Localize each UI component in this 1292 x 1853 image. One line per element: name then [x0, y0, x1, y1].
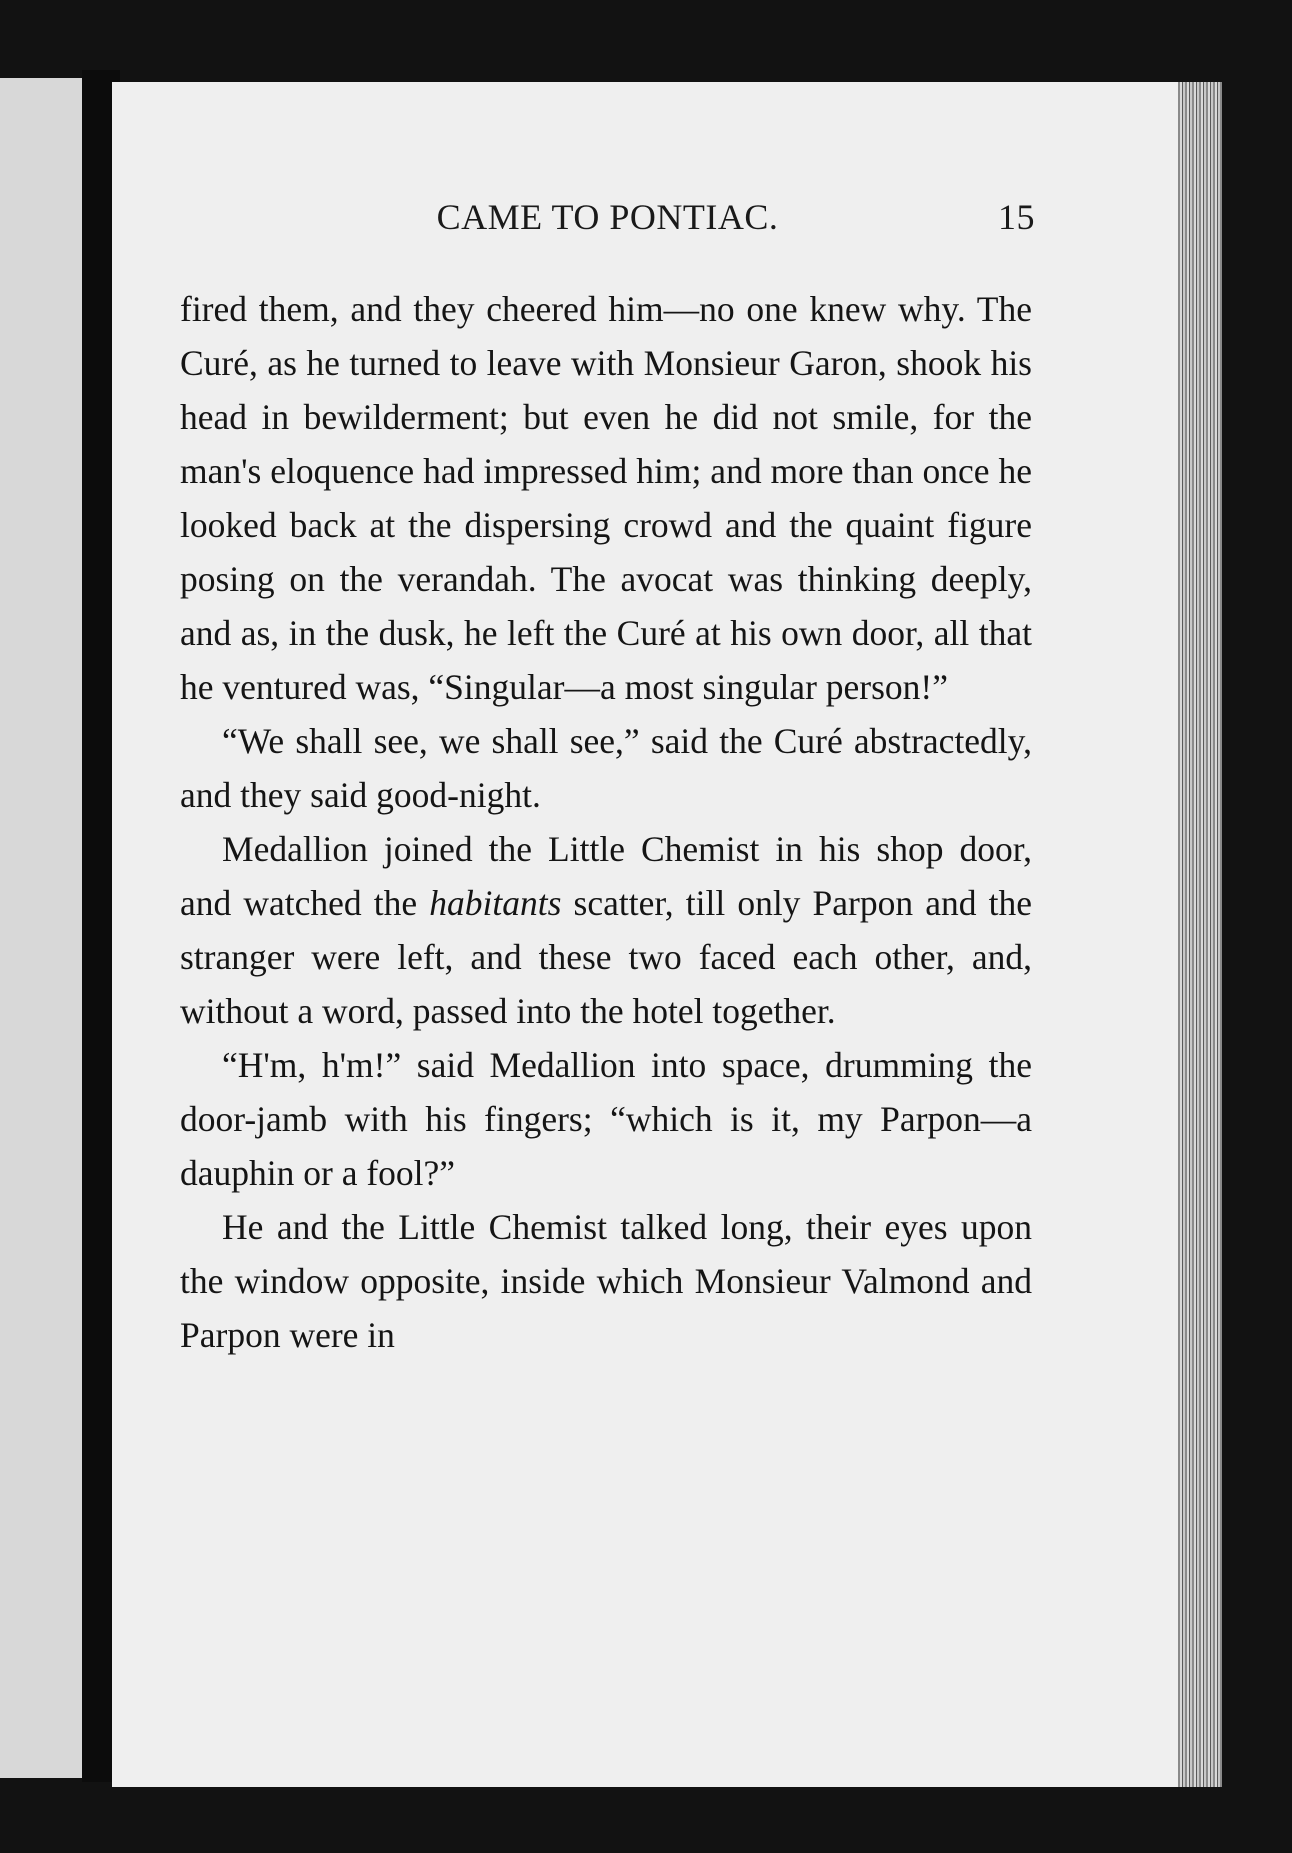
paragraph: fired them, and they cheered him—no one knew why. The Curé, as he turned to leave with Monsieur Garon, shook his head in bewilderment; but even he did not smile, for the man's eloquence had impressed him; and more than once he looked back at the dispersing crowd and the quaint figure posing on the verandah. The avocat was thinking deeply, and as, in the dusk, he left the Curé at his own door, all that he ventured was, “Singular—a most singular person!” [180, 289, 1032, 707]
paragraph-text: Medallion joined the Little Chemist in his shop door, and watched the [180, 829, 1032, 923]
paragraph: He and the Little Chemist talked long, their eyes upon the window opposite, inside which Monsieur Valmond and Parpon were in [180, 1207, 1032, 1355]
previous-page-edge [0, 78, 88, 1778]
page-number: 15 [998, 197, 1035, 237]
running-head [180, 196, 1035, 246]
paragraph-text: scatter, till only Parpon and the stranger were left, and these two faced each other, and, without a word, passed into the hotel together. [180, 883, 1032, 1031]
paragraph: “We shall see, we shall see,” said the Curé abstractedly, and they said good-night. [180, 721, 1032, 815]
body-text [180, 282, 1032, 1362]
page-edges [1178, 82, 1222, 1787]
paragraph [180, 822, 1032, 1038]
paragraph: “H'm, h'm!” said Medallion into space, drumming the door-jamb with his fingers; “which is it, my Parpon—a dauphin or a fool?” [180, 1045, 1032, 1193]
italic-word: habitants [429, 883, 562, 923]
running-title: CAME TO PONTIAC. [436, 197, 779, 237]
